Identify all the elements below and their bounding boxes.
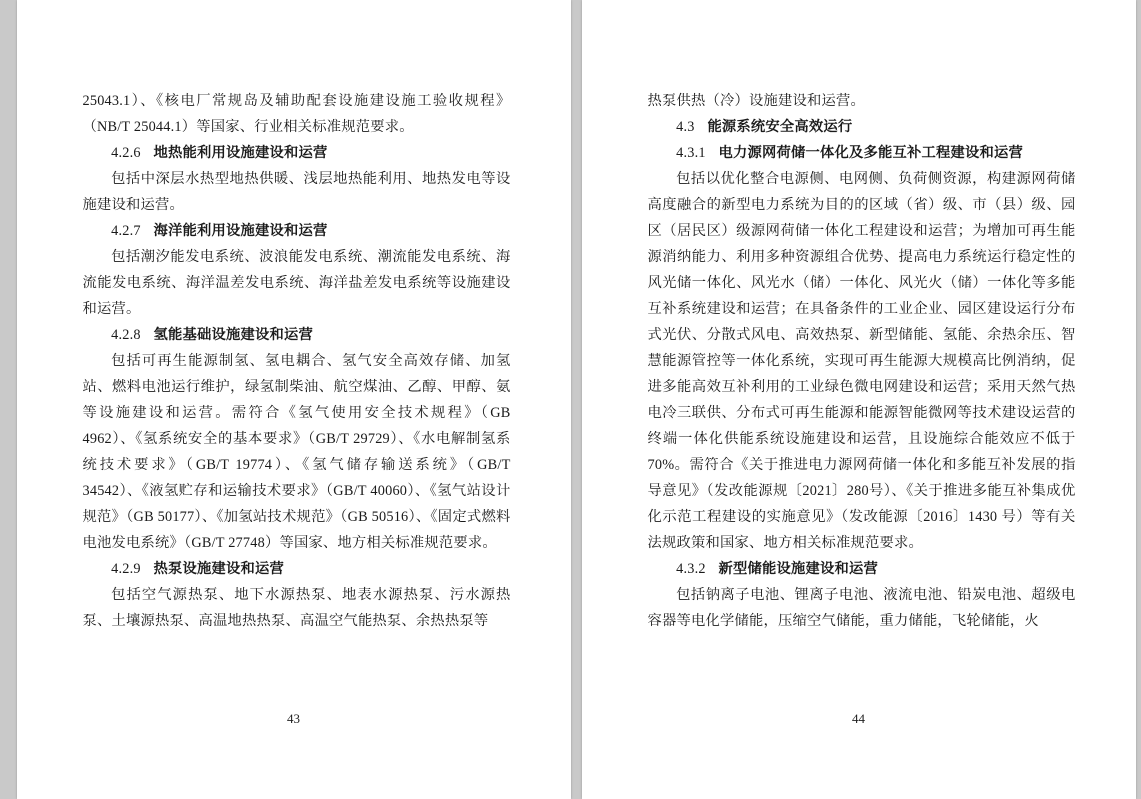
- section-title: 新型储能设施建设和运营: [718, 561, 879, 578]
- page-44-content: [648, 88, 1076, 634]
- page-number: 43: [287, 711, 300, 726]
- section-title: 热泵设施建设和运营: [153, 561, 285, 578]
- paragraph: 包括中深层水热型地热供暖、浅层地热能利用、地热发电等设施建设和运营。: [82, 171, 511, 214]
- paragraph: 包括潮汐能发电系统、波浪能发电系统、潮流能发电系统、海流能发电系统、海洋温差发电系统、海洋盐差发电系统等设施建设和运营。: [82, 249, 511, 318]
- section-title: 地热能利用设施建设和运营: [153, 145, 328, 162]
- paragraph: 包括空气源热泵、地下水源热泵、地表水源热泵、污水源热泵、土壤源热泵、高温地热热泵、高温空气能热泵、余热热泵等: [82, 587, 511, 630]
- paragraph: 25043.1）、《核电厂常规岛及辅助配套设施建设施工验收规程》（NB/T 25044.1）等国家、行业相关标准规范要求。: [82, 93, 511, 136]
- section-heading: [83, 556, 511, 582]
- document-page-44: [582, 0, 1136, 799]
- section-title: 海洋能利用设施建设和运营: [153, 223, 328, 240]
- section-heading: [648, 140, 1076, 166]
- section-number: 4.2.7: [111, 223, 141, 240]
- section-number: 4.2.6: [111, 145, 141, 162]
- paragraph: 包括钠离子电池、锂离子电池、液流电池、铅炭电池、超级电容器等电化学储能，压缩空气储能，重力储能，飞轮储能，火: [647, 587, 1076, 630]
- section-heading: [648, 556, 1076, 582]
- section-heading: [83, 140, 511, 166]
- section-heading: [83, 218, 511, 244]
- page-number: 44: [852, 711, 865, 726]
- section-number: 4.3: [676, 119, 695, 136]
- section-number: 4.3.2: [676, 561, 706, 578]
- paragraph: 包括以优化整合电源侧、电网侧、负荷侧资源，构建源网荷储高度融合的新型电力系统为目的的区域（省）级、市（县）级、园区（居民区）级源网荷储一体化工程建设和运营；为增加可再生能源消纳能力、利用多种资源组合优势、提高电力系统运行稳定性的风光储一体化、风光水（储）一体化、风光火（储）一体化等多能互补系统建设和运营；在具备条件的工业企业、园区建设运行分布式光伏、分散式风电、高效热泵、新型储能、氢能、余热余压、智慧能源管控等一体化系统，实现可再生能源大规模高比例消纳，促进多能高效互补利用的工业绿色微电网建设和运营；采用天然气热电冷三联供、分布式可再生能源和能源智能微网等技术建设运营的终端一体化供能系统设施建设和运营，且设施综合能效应不低于70%。需符合《关于推进电力源网荷储一体化和多能互补发展的指导意见》（发改能源规〔2021〕280号）、《关于推进多能互补集成优化示范工程建设的实施意见》（发改能源〔2016〕1430 号）等有关法规政策和国家、地方相关标准规范要求。: [647, 171, 1076, 552]
- section-number: 4.3.1: [676, 145, 706, 162]
- document-page-43: [17, 0, 571, 799]
- section-title: 氢能基础设施建设和运营: [153, 327, 314, 344]
- section-number: 4.2.9: [111, 561, 141, 578]
- section-heading: [648, 114, 1076, 140]
- section-title: 能源系统安全高效运行: [707, 119, 853, 136]
- paragraph: 热泵供热（冷）设施建设和运营。: [647, 93, 865, 109]
- paragraph: 包括可再生能源制氢、氢电耦合、氢气安全高效存储、加氢站、燃料电池运行维护，绿氢制柴油、航空煤油、乙醇、甲醇、氨等设施建设和运营。需符合《氢气使用安全技术规程》（GB 4962）、《氢系统安全的基本要求》（GB/T 29729）、《水电解制氢系统技术要求》（GB/T 19774）、《氢气储存输送系统》（GB/T 34542）、《液氢贮存和运输技术要求》（GB/T 40060）、《氢气站设计规范》（GB 50177）、《加氢站技术规范》（GB 50516）、《固定式燃料电池发电系统》（GB/T 27748）等国家、地方相关标准规范要求。: [82, 353, 511, 552]
- section-number: 4.2.8: [111, 327, 141, 344]
- page-43-content: [83, 88, 511, 634]
- section-title: 电力源网荷储一体化及多能互补工程建设和运营: [718, 145, 1023, 162]
- section-heading: [83, 322, 511, 348]
